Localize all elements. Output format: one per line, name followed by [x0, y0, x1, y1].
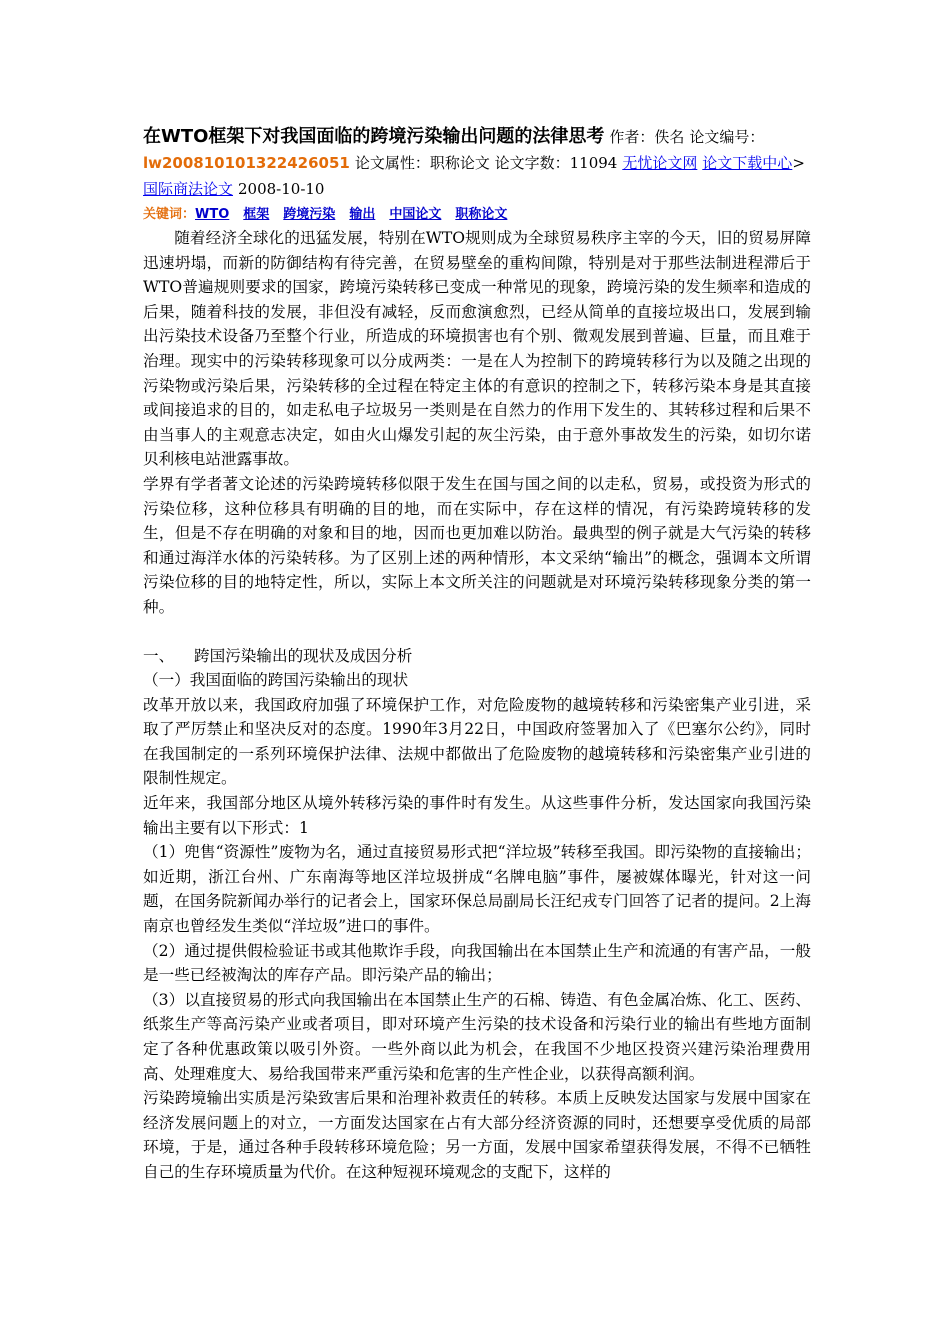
publish-date: 2008-10-10	[237, 180, 325, 198]
article-attributes: 论文属性：职称论文 论文字数：11094	[354, 154, 618, 172]
section-heading: 一、 跨国污染输出的现状及成因分析	[143, 646, 413, 665]
paragraph-intro: 随着经济全球化的迅猛发展，特别在WTO规则成为全球贸易秩序主宰的今天，旧的贸易屏障迅速坍塌，而新的防御结构有待完善，在贸易壁垒的重构间隙，特别是对于那些法制进程滞后于WTO普遍规则要求的国家，跨境污染转移已变成一种常见的现象，跨境污染的发生频率和造成的后果，随着科技的发展，非但没有减轻，反而愈演愈烈，已经从简单的直接垃圾出口，发展到输出污染技术设备乃至整个行业，所造成的环境损害也有个别、微观发展到普遍、巨量，而且难于治理。现实中的污染转移现象可以分成两类：一是在人为控制下的跨境转移行为以及随之出现的污染物或污染后果，污染转移的全过程在特定主体的有意识的控制之下，转移污染本身是其直接或间接追求的目的，如走私电子垃圾另一类则是在自然力的作用下发生的、其转移过程和后果不由当事人的主观意志决定，如由火山爆发引起的灰尘污染，由于意外事故发生的污染，如切尔诺贝利核电站泄露事故。	[143, 229, 811, 469]
keyword-link[interactable]: 框架	[243, 207, 270, 222]
author-label: 作者：佚名	[609, 128, 685, 146]
keyword-link[interactable]: 输出	[349, 207, 376, 222]
paragraph: （3）以直接贸易的形式向我国输出在本国禁止生产的石棉、铸造、有色金属冶炼、化工、医药、纸浆生产等高污染产业或者项目，即对环境产生污染的技术设备和污染行业的输出有些地方面制定了各种优惠政策以吸引外资。一些外商以此为机会，在我国不少地区投资兴建污染治理费用高、处理难度大、易给我国带来严重污染和危害的生产性企业，以获得高额利润。	[143, 990, 811, 1083]
article-header	[143, 124, 811, 202]
subsection-heading: （一）我国面临的跨国污染输出的现状	[143, 671, 409, 690]
document-page	[143, 124, 811, 1185]
paragraph: （2）通过提供假检验证书或其他欺诈手段，向我国输出在本国禁止生产和流通的有害产品，一般是一些已经被淘汰的库存产品。即污染产品的输出；	[143, 941, 811, 985]
keywords-label: 关键词：	[143, 207, 196, 222]
keyword-link[interactable]: WTO	[195, 207, 230, 222]
category-link[interactable]: 国际商法论文	[143, 180, 234, 198]
keyword-link[interactable]: 职称论文	[455, 207, 508, 222]
article-title: 在WTO框架下对我国面临的跨境污染输出问题的法律思考	[143, 126, 605, 147]
paragraph: 学界有学者著文论述的污染跨境转移似限于发生在国与国之间的以走私，贸易，或投资为形式的污染位移，这种位移具有明确的目的地，而在实际中，存在这样的情况，有污染跨境转移的发生，但是不存在明确的对象和目的地，因而也更加难以防治。最典型的例子就是大气污染的转移和通过海洋水体的污染转移。为了区别上述的两种情形，本文采纳“输出”的概念，强调本文所谓污染位移的目的地特定性，所以，实际上本文所关注的问题就是对环境污染转移现象分类的第一种。	[143, 474, 811, 616]
article-code: lw200810101322426051	[143, 154, 350, 172]
spacer	[143, 620, 811, 644]
keyword-link[interactable]: 跨境污染	[283, 207, 336, 222]
keywords-row	[143, 204, 811, 226]
site-link[interactable]: 无忧论文网	[622, 154, 698, 172]
download-center-link[interactable]: 论文下载中心	[702, 154, 793, 172]
code-label: 论文编号：	[689, 128, 765, 146]
breadcrumb-separator: >	[792, 154, 805, 172]
paragraph: 改革开放以来，我国政府加强了环境保护工作，对危险废物的越境转移和污染密集产业引进，采取了严厉禁止和坚决反对的态度。1990年3月22日，中国政府签署加入了《巴塞尔公约》，同时在我国制定的一系列环境保护法律、法规中都做出了危险废物的越境转移和污染密集产业引进的限制性规定。	[143, 695, 811, 788]
paragraph: 污染跨境输出实质是污染致害后果和治理补救责任的转移。本质上反映发达国家与发展中国家在经济发展问题上的对立，一方面发达国家在占有大部分经济资源的同时，还想要享受优质的局部环境，于是，通过各种手段转移环境危险；另一方面，发展中国家希望获得发展，不得不已牺牲自己的生存环境质量为代价。在这种短视环境观念的支配下，这样的	[143, 1089, 811, 1181]
keyword-link[interactable]: 中国论文	[389, 207, 442, 222]
paragraph: （1）兜售“资源性”废物为名，通过直接贸易形式把“洋垃圾”转移至我国。即污染物的直接输出；如近期，浙江台州、广东南海等地区洋垃圾拼成“名牌电脑”事件，屡被媒体曝光，针对这一问题，在国务院新闻办举行的记者会上，国家环保总局副局长汪纪戎专门回答了记者的提问。2上海南京也曾经发生类似“洋垃圾”进口的事件。	[143, 843, 811, 936]
paragraph: 近年来，我国部分地区从境外转移污染的事件时有发生。从这些事件分析，发达国家向我国污染输出主要有以下形式：1	[143, 794, 811, 837]
